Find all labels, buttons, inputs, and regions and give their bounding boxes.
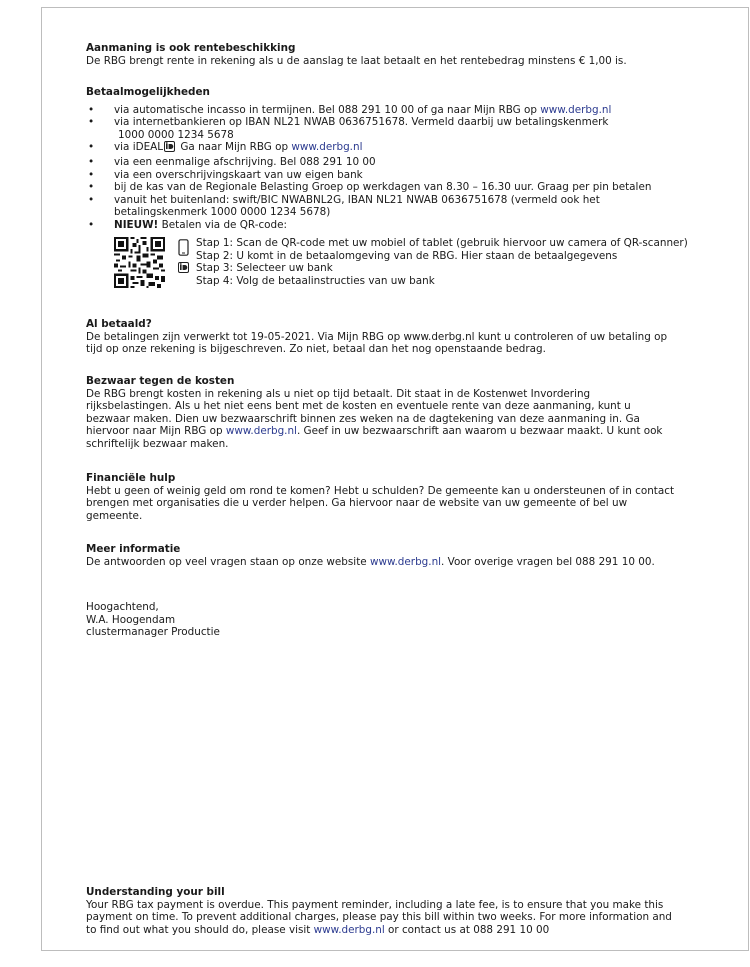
section-text-line: De RBG brengt kosten in rekening als u niet op tijd betaalt. Dit staat in de Kostenwet Invordering <box>86 387 591 400</box>
item-text: betalingskenmerk 1000 0000 1234 5678) <box>114 206 331 219</box>
section-title: Aanmaning is ook rentebeschikking <box>86 42 296 54</box>
step-icons <box>178 237 190 273</box>
ideal-logo-icon <box>178 262 189 273</box>
section-text-line <box>86 556 706 569</box>
section-text-line: brengen met organisaties die u verder helpen. Ga hiervoor naar de website van uw gemeente of bel uw <box>86 497 628 510</box>
section-financiele-hulp <box>86 472 706 522</box>
qr-step-4: Stap 4: Volg de betaalinstructies van uw bank <box>196 274 435 287</box>
item-text: Ga naar Mijn RBG op <box>177 141 292 154</box>
qr-step-1: Stap 1: Scan de QR-code met uw mobiel of tablet (gebruik hiervoor uw camera of QR-scanner) <box>196 237 688 249</box>
list-item <box>86 141 706 156</box>
section-betaalmogelijkheden <box>86 86 706 232</box>
website-link[interactable]: www.derbg.nl <box>225 425 297 438</box>
qr-payment-area <box>114 237 704 289</box>
new-label: NIEUW! <box>114 218 159 231</box>
item-text: via internetbankieren op IBAN NL21 NWAB 0636751678. Vermeld daarbij uw betalingskenmerk <box>114 116 609 129</box>
item-text: via automatische incasso in termijnen. Bel 088 291 10 00 of ga naar Mijn RBG op <box>114 103 541 116</box>
signer-name: W.A. Hoogendam <box>86 613 176 626</box>
text-fragment: to find out what you should do, please visit <box>86 923 314 936</box>
qr-step-3: Stap 3: Selecteer uw bank <box>196 262 333 275</box>
section-title: Betaalmogelijkheden <box>86 86 210 98</box>
section-text-line: Hebt u geen of weinig geld om rond te komen? Hebt u schulden? De gemeente kan u ondersteunen of in contact <box>86 484 675 497</box>
qr-steps <box>196 237 716 287</box>
section-al-betaald <box>86 318 706 356</box>
ideal-logo-icon <box>164 141 175 156</box>
text-fragment: . Voor overige vragen bel 088 291 10 00. <box>441 555 655 568</box>
section-text: De RBG brengt rente in rekening als u de aanslag te laat betaalt en het rentebedrag minstens € 1,00 is. <box>86 54 627 67</box>
list-item <box>86 194 706 219</box>
section-title: Financiële hulp <box>86 472 176 484</box>
text-fragment: . Geef in uw bezwaarschrift aan waarom u bezwaar maakt. U kunt ook <box>296 425 663 438</box>
list-item: • via een overschrijvingskaart van uw eigen bank <box>86 169 706 182</box>
section-text-line: rijksbelastingen. Als u het niet eens bent met de kosten en eventuele rente van deze aanmaning, kunt u <box>86 400 631 413</box>
section-title: Bezwaar tegen de kosten <box>86 375 235 387</box>
list-item <box>86 116 706 141</box>
section-title: Al betaald? <box>86 318 152 330</box>
list-item: • via een eenmalige afschrijving. Bel 088 291 10 00 <box>86 156 706 169</box>
text-fragment: hiervoor naar Mijn RBG op <box>86 425 226 438</box>
section-text-line: schriftelijk bezwaar maken. <box>86 437 229 450</box>
qr-code-icon[interactable] <box>114 237 165 288</box>
website-link[interactable]: www.derbg.nl <box>313 923 385 936</box>
website-link[interactable]: www.derbg.nl <box>291 141 363 154</box>
section-text-line: De betalingen zijn verwerkt tot 19-05-2021. Via Mijn RBG op www.derbg.nl kunt u controleren of uw betaling op <box>86 330 668 343</box>
text-fragment: De antwoorden op veel vragen staan op onze website <box>86 555 370 568</box>
list-item <box>86 219 706 232</box>
greeting: Hoogachtend, <box>86 601 159 613</box>
section-text-line: Your RBG tax payment is overdue. This payment reminder, including a late fee, is to ensure that you make this <box>86 898 664 911</box>
mobile-phone-icon <box>178 239 189 256</box>
section-title: Meer informatie <box>86 543 181 555</box>
section-text-line: bezwaar maken. Dien uw bezwaarschrift binnen zes weken na de dagtekening van deze aanmaning in. Ga <box>86 412 640 425</box>
section-bezwaar <box>86 375 706 451</box>
section-aanmaning <box>86 42 706 67</box>
section-text-line <box>86 924 706 937</box>
item-text: vanuit het buitenland: swift/BIC NWABNL2G, IBAN NL21 NWAB 0636751678 (vermeld ook het <box>114 193 600 206</box>
text-fragment: or contact us at 088 291 10 00 <box>384 923 550 936</box>
list-item <box>86 104 706 117</box>
section-text-line: gemeente. <box>86 509 143 522</box>
signature-block <box>86 601 706 639</box>
item-text: via iDEAL <box>114 141 164 154</box>
section-text-line: tijd op onze rekening is bijgeschreven. Zo niet, betaal dan het nog openstaande bedrag. <box>86 343 546 356</box>
section-meer-informatie <box>86 543 706 568</box>
item-text: Betalen via de QR-code: <box>158 218 288 231</box>
signer-role: clustermanager Productie <box>86 626 220 639</box>
letter-page <box>41 7 749 951</box>
payment-reference: 1000 0000 1234 5678 <box>118 128 234 141</box>
section-text-line <box>86 425 706 438</box>
payment-options-list <box>86 104 706 232</box>
list-item: • bij de kas van de Regionale Belasting Groep op werkdagen van 8.30 – 16.30 uur. Graag per pin betalen <box>86 181 706 194</box>
section-title: Understanding your bill <box>86 886 225 898</box>
qr-step-2: Stap 2: U komt in de betaalomgeving van de RBG. Hier staan de betaalgegevens <box>196 249 618 262</box>
section-text-line: payment on time. To prevent additional charges, please pay this bill within two weeks. For more information and <box>86 911 672 924</box>
website-link[interactable]: www.derbg.nl <box>540 103 612 116</box>
website-link[interactable]: www.derbg.nl <box>369 555 442 568</box>
section-understanding-bill <box>86 886 706 936</box>
